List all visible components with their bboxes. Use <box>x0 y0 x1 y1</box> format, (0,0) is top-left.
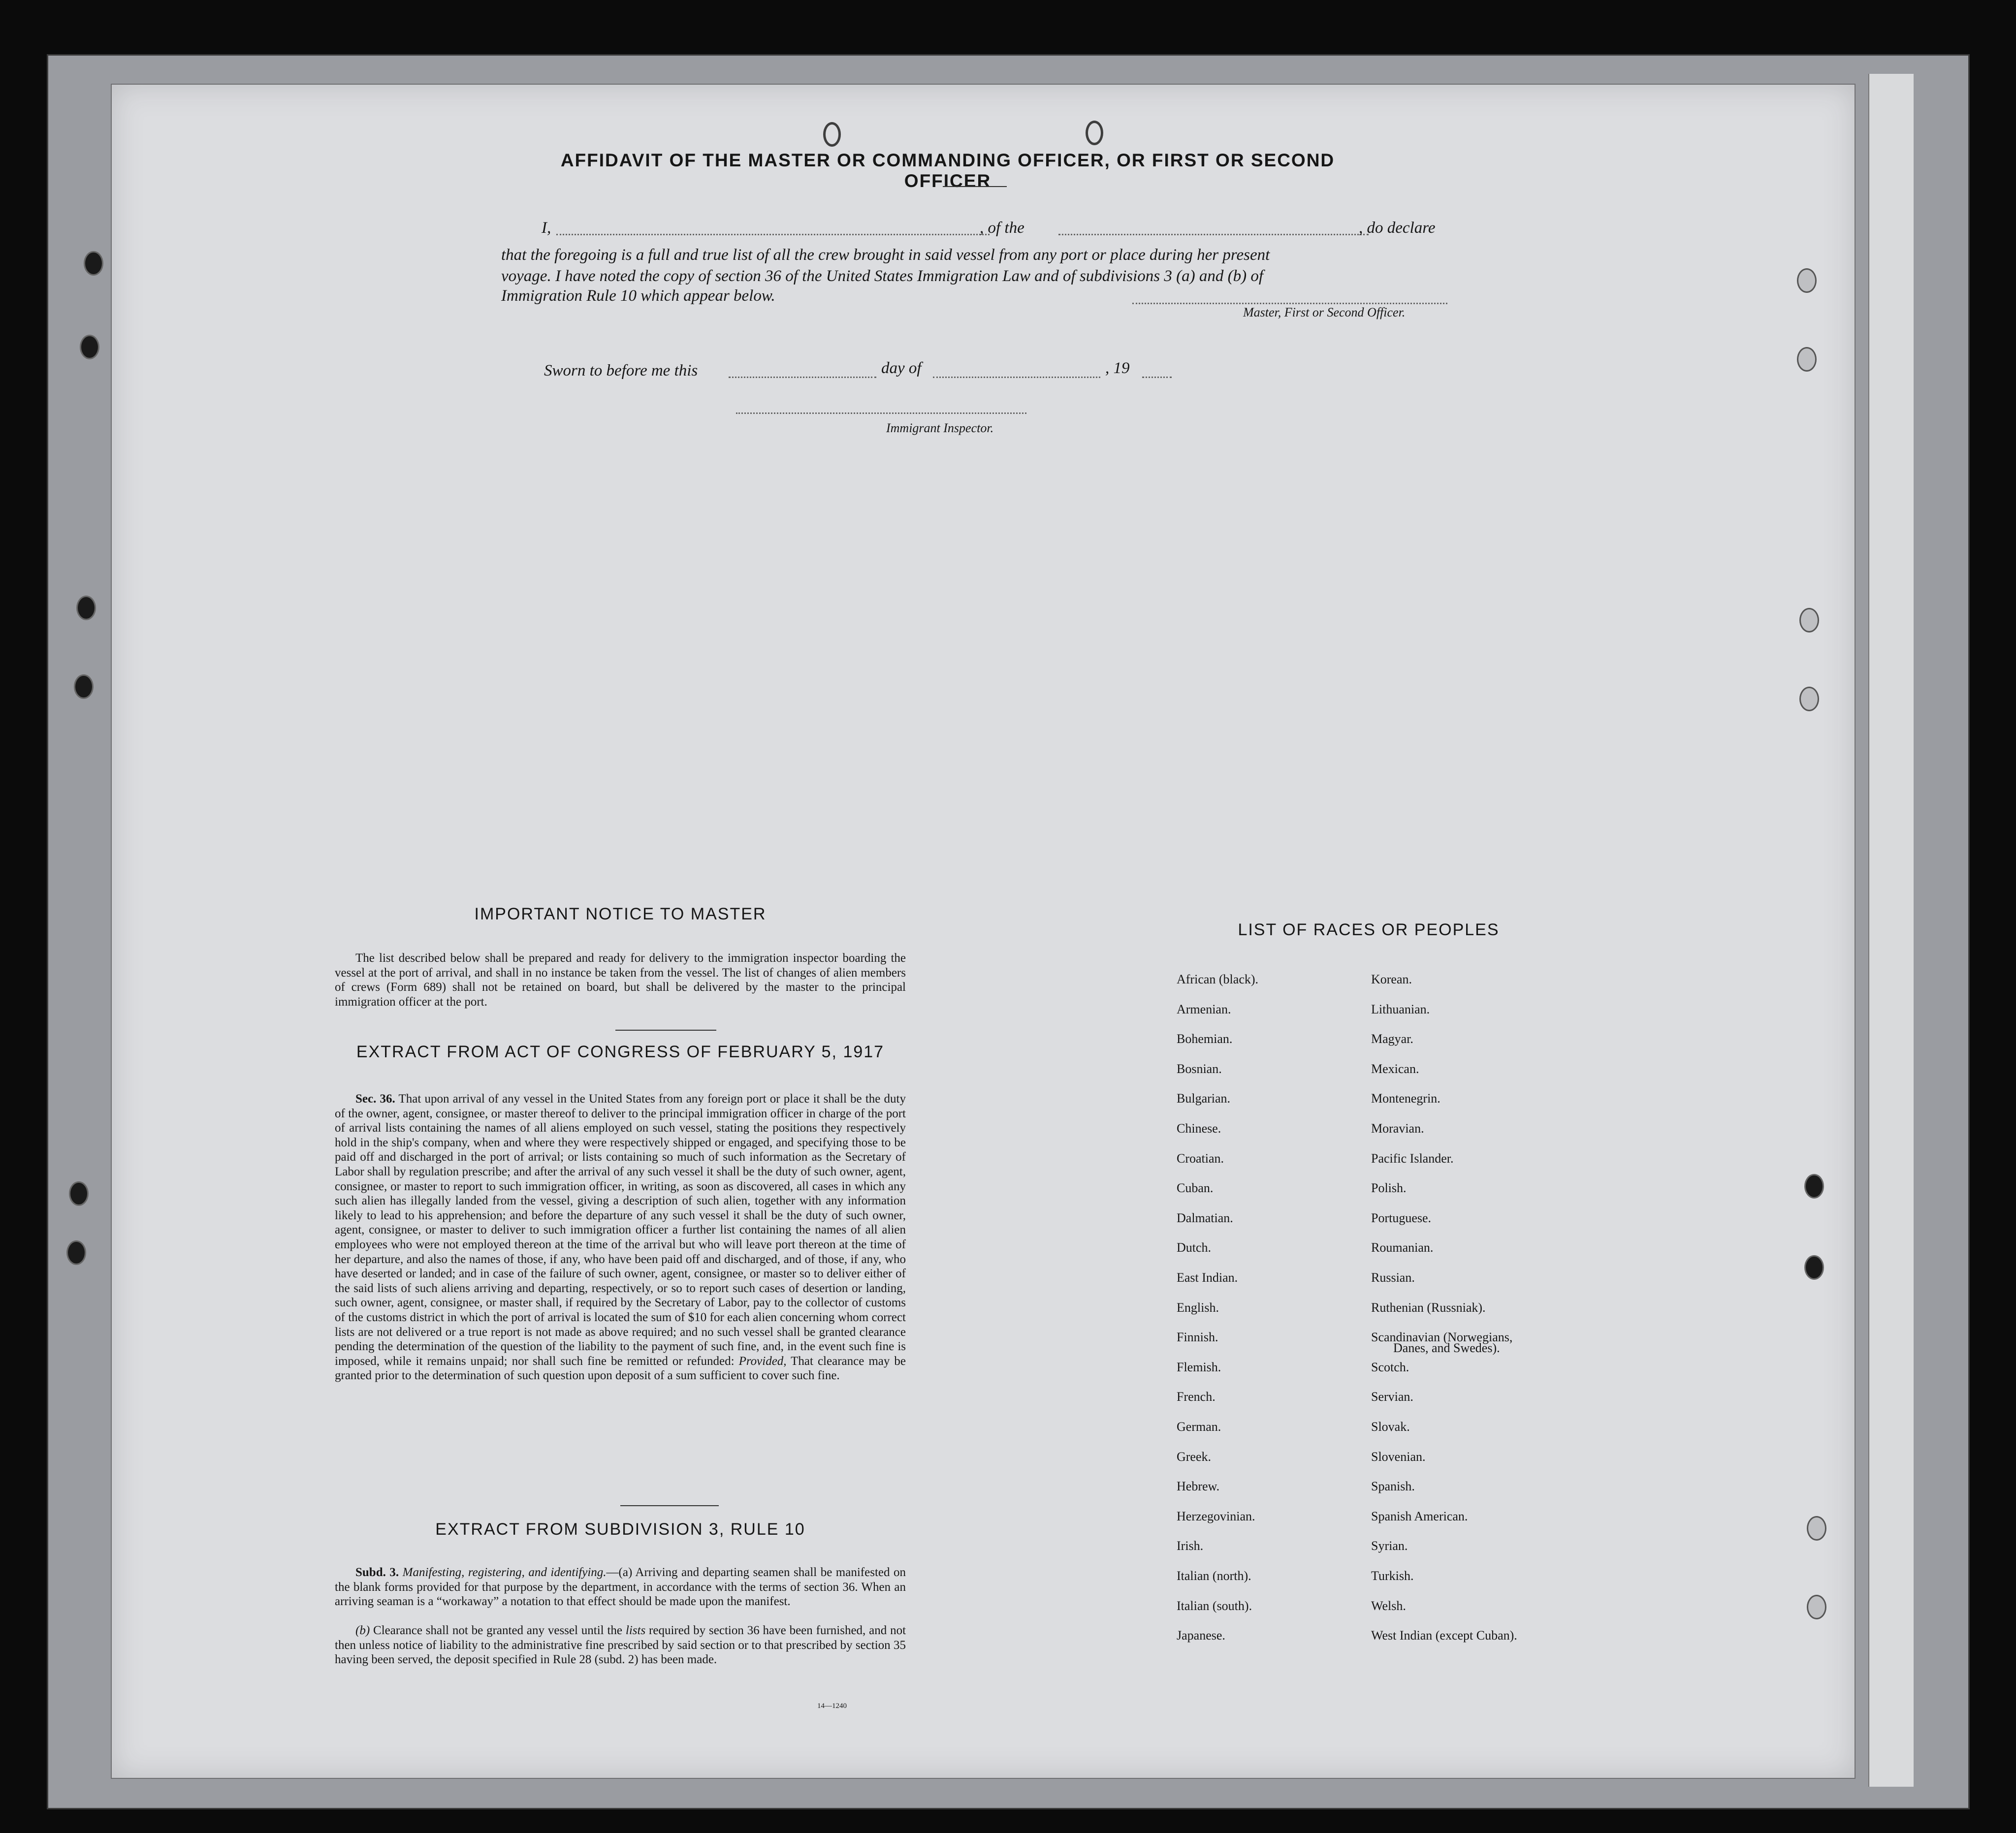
race-item: Slovak. <box>1371 1420 1410 1434</box>
race-item: Spanish American. <box>1371 1509 1468 1523</box>
rule-a-body: —(a) Arriving and departing seamen shall be manifested on the blank forms provided for that purpose by the department, in accordance with the terms of section 36. When an arriving seaman is a “workaway” a notation to that effect should be made upon the manifest. <box>335 1566 906 1609</box>
race-item: Bosnian. <box>1177 1061 1222 1076</box>
affidavit-text-line-3: Immigration Rule 10 which appear below. <box>501 287 775 305</box>
race-item: Flemish. <box>1177 1359 1221 1374</box>
race-item: Slovenian. <box>1371 1449 1426 1464</box>
race-item: Russian. <box>1371 1270 1415 1285</box>
punch-hole <box>1799 608 1819 632</box>
i-label: I, <box>542 219 551 237</box>
race-item: Syrian. <box>1371 1539 1408 1553</box>
race-item: Scandinavian (Norwegians, <box>1371 1330 1513 1345</box>
race-item: Spanish. <box>1371 1479 1415 1494</box>
race-item: Herzegovinian. <box>1177 1509 1255 1523</box>
race-item: Hebrew. <box>1177 1479 1220 1494</box>
act-title: EXTRACT FROM ACT OF CONGRESS OF FEBRUARY 5, 1917 <box>356 1043 885 1061</box>
binder-ring <box>1086 121 1103 145</box>
master-caption: Master, First or Second Officer. <box>1243 305 1406 319</box>
race-item: Portuguese. <box>1371 1210 1432 1225</box>
affidavit-text-line-2: voyage. I have noted the copy of section 36 of the United States Immigration Law and of subdivisions 3 (a) and (b) of <box>501 267 1264 285</box>
divider <box>620 1505 719 1506</box>
race-item: Greek. <box>1177 1449 1212 1464</box>
punch-hole <box>76 596 96 620</box>
race-item: Bulgarian. <box>1177 1091 1231 1106</box>
race-item: Ruthenian (Russniak). <box>1371 1300 1486 1315</box>
next-page-edge <box>1868 74 1914 1787</box>
punch-hole <box>1804 1255 1824 1280</box>
race-item: Turkish. <box>1371 1569 1414 1583</box>
subd-heading: Manifesting, registering, and identifying. <box>402 1566 607 1579</box>
race-item: Irish. <box>1177 1539 1204 1553</box>
race-item: English. <box>1177 1300 1219 1315</box>
divider <box>615 1030 716 1031</box>
race-item: Cuban. <box>1177 1181 1214 1196</box>
race-item: Dutch. <box>1177 1240 1212 1255</box>
race-item: Mexican. <box>1371 1061 1419 1076</box>
sworn-day-blank <box>729 377 876 378</box>
race-item: Welsh. <box>1371 1598 1406 1613</box>
b-label: (b) <box>355 1624 370 1637</box>
punch-hole <box>1799 687 1819 711</box>
race-item: Croatian. <box>1177 1151 1224 1166</box>
race-item: Moravian. <box>1371 1121 1424 1136</box>
form-code: 14—1240 <box>817 1702 847 1710</box>
document-page <box>111 84 1856 1779</box>
subd-label: Subd. 3. <box>355 1566 399 1579</box>
inspector-caption: Immigrant Inspector. <box>886 421 994 435</box>
affidavit-title: AFFIDAVIT OF THE MASTER OR COMMANDING OFFICER, OR FIRST OR SECOND OFFICER <box>560 150 1335 191</box>
act-body: That upon arrival of any vessel in the United States from any foreign port or place it shall be the duty of the owner, agent, consignee, or master thereof to deliver to the principal immigration officer in charge of the port of arrival lists containing the names of all aliens employed on such vessel, stating the positions they respectively hold in the ship's company, when and where they were respectively shipped or engaged, and specifying those to be paid off and discharged in the port of arrival; or lists containing so much of such information as the Secretary of Labor shall by regulation prescribe; and after the arrival of any such vessel it shall be the duty of such owner, agent, consignee, or master to report to such immigration officer, in writing, as soon as discovered, all cases in which any such alien has illegally landed from the vessel, giving a description of such alien, together with any information likely to lead to his apprehension; and before the departure of any such vessel it shall be the duty of such owner, agent, consignee, or master to deliver to such immigration officer a further list containing the names of all alien employees who were not employed thereon at the time of the arrival but who will leave port thereon at the time of her departure, and also the names of those, if any, who have been paid off and discharged, and of those, if any, who have deserted or landed; and in case of the failure of such owner, agent, consignee, or master so to deliver either of the said lists of such aliens arriving and departing, respectively, or so to report such cases of desertion or landing, such owner, agent, consignee, or master shall, if required by the Secretary of Labor, pay to the collector of customs of the customs district in which the port of arrival is located the sum of $10 for each alien concerning whom correct lists are not delivered or a true report is not made as above required; and no such vessel shall be granted clearance pending the determination of the question of the liability to the payment of such fine, and, in the event such fine is imposed, while it remains unpaid; nor shall such fine be remitted or refunded: <box>335 1092 906 1368</box>
act-body-end: That clearance may be granted prior to the determination of such question upon deposit of a sum sufficient to cover such fine. <box>335 1354 906 1383</box>
punch-hole <box>80 335 99 359</box>
title-underline <box>943 186 1007 187</box>
rule-b-text <box>335 1623 906 1667</box>
race-item: Korean. <box>1371 972 1412 986</box>
race-item: Pacific Islander. <box>1371 1151 1454 1166</box>
race-item: West Indian (except Cuban). <box>1371 1628 1517 1643</box>
punch-hole <box>69 1181 89 1206</box>
inspector-signature-line <box>736 412 1026 414</box>
race-item: Scotch. <box>1371 1359 1409 1374</box>
sworn-label: Sworn to before me this <box>544 362 698 379</box>
race-item: Japanese. <box>1177 1628 1225 1643</box>
race-item: African (black). <box>1177 972 1259 986</box>
of-the-label: , of the <box>980 219 1024 237</box>
race-item: French. <box>1177 1390 1216 1404</box>
sec-label: Sec. 36. <box>355 1092 395 1106</box>
punch-hole <box>66 1240 86 1265</box>
rule-b-body-1: Clearance shall not be granted any vessel until the <box>373 1624 623 1637</box>
rule-b-body-2: required by section 36 have been furnished, and not then unless notice of liability to the administrative fine prescribed by said section or to that prescribed by section 35 having been served, the deposit specified in Rule 28 (subd. 2) has been made. <box>335 1624 906 1667</box>
punch-hole <box>1807 1516 1826 1541</box>
race-item: Italian (north). <box>1177 1569 1251 1583</box>
punch-hole <box>1797 268 1817 293</box>
race-item: Chinese. <box>1177 1121 1221 1136</box>
affidavit-text-line-1: that the foregoing is a full and true list of all the crew brought in said vessel from any port or place during her present <box>501 246 1270 264</box>
punch-hole <box>84 251 103 276</box>
provided-label: Provided, <box>738 1354 787 1368</box>
act-text <box>335 1092 906 1383</box>
binder-ring <box>823 122 841 147</box>
race-item: East Indian. <box>1177 1270 1238 1285</box>
master-signature-line <box>1132 303 1447 304</box>
name-blank <box>556 234 990 235</box>
do-declare-label: , do declare <box>1359 219 1436 237</box>
race-item: Armenian. <box>1177 1002 1231 1016</box>
race-item: Italian (south). <box>1177 1598 1252 1613</box>
year-label: , 19 <box>1105 359 1130 377</box>
day-of-label: day of <box>881 359 922 377</box>
race-item: Dalmatian. <box>1177 1210 1233 1225</box>
punch-hole <box>1804 1174 1824 1199</box>
race-item: Roumanian. <box>1371 1240 1434 1255</box>
race-item: German. <box>1177 1420 1221 1434</box>
punch-hole <box>74 674 94 699</box>
race-item: Montenegrin. <box>1371 1091 1440 1106</box>
sworn-month-blank <box>933 377 1100 378</box>
race-item: Lithuanian. <box>1371 1002 1430 1016</box>
lists-word: lists <box>625 1624 646 1637</box>
punch-hole <box>1807 1595 1826 1619</box>
race-item: Magyar. <box>1371 1032 1413 1046</box>
vessel-blank <box>1058 234 1369 235</box>
race-item: Polish. <box>1371 1181 1407 1196</box>
race-item: Bohemian. <box>1177 1032 1233 1046</box>
rule-title: EXTRACT FROM SUBDIVISION 3, RULE 10 <box>435 1520 805 1539</box>
notice-body: The list described below shall be prepared and ready for delivery to the immigration inspector boarding the vessel at the port of arrival, and shall in no instance be taken from the vessel. The list of changes of alien members of crews (Form 689) shall not be retained on board, but shall be delivered by the master to the principal immigration officer at the port. <box>335 951 906 1009</box>
notice-text <box>335 951 906 1009</box>
rule-a-text <box>335 1565 906 1609</box>
race-scandinavian-cont: Danes, and Swedes). <box>1393 1341 1500 1355</box>
race-item: Servian. <box>1371 1390 1413 1404</box>
notice-title: IMPORTANT NOTICE TO MASTER <box>474 905 767 923</box>
races-title: LIST OF RACES OR PEOPLES <box>1238 920 1500 939</box>
race-item: Finnish. <box>1177 1330 1218 1345</box>
sworn-year-blank <box>1142 377 1172 378</box>
punch-hole <box>1797 347 1817 372</box>
